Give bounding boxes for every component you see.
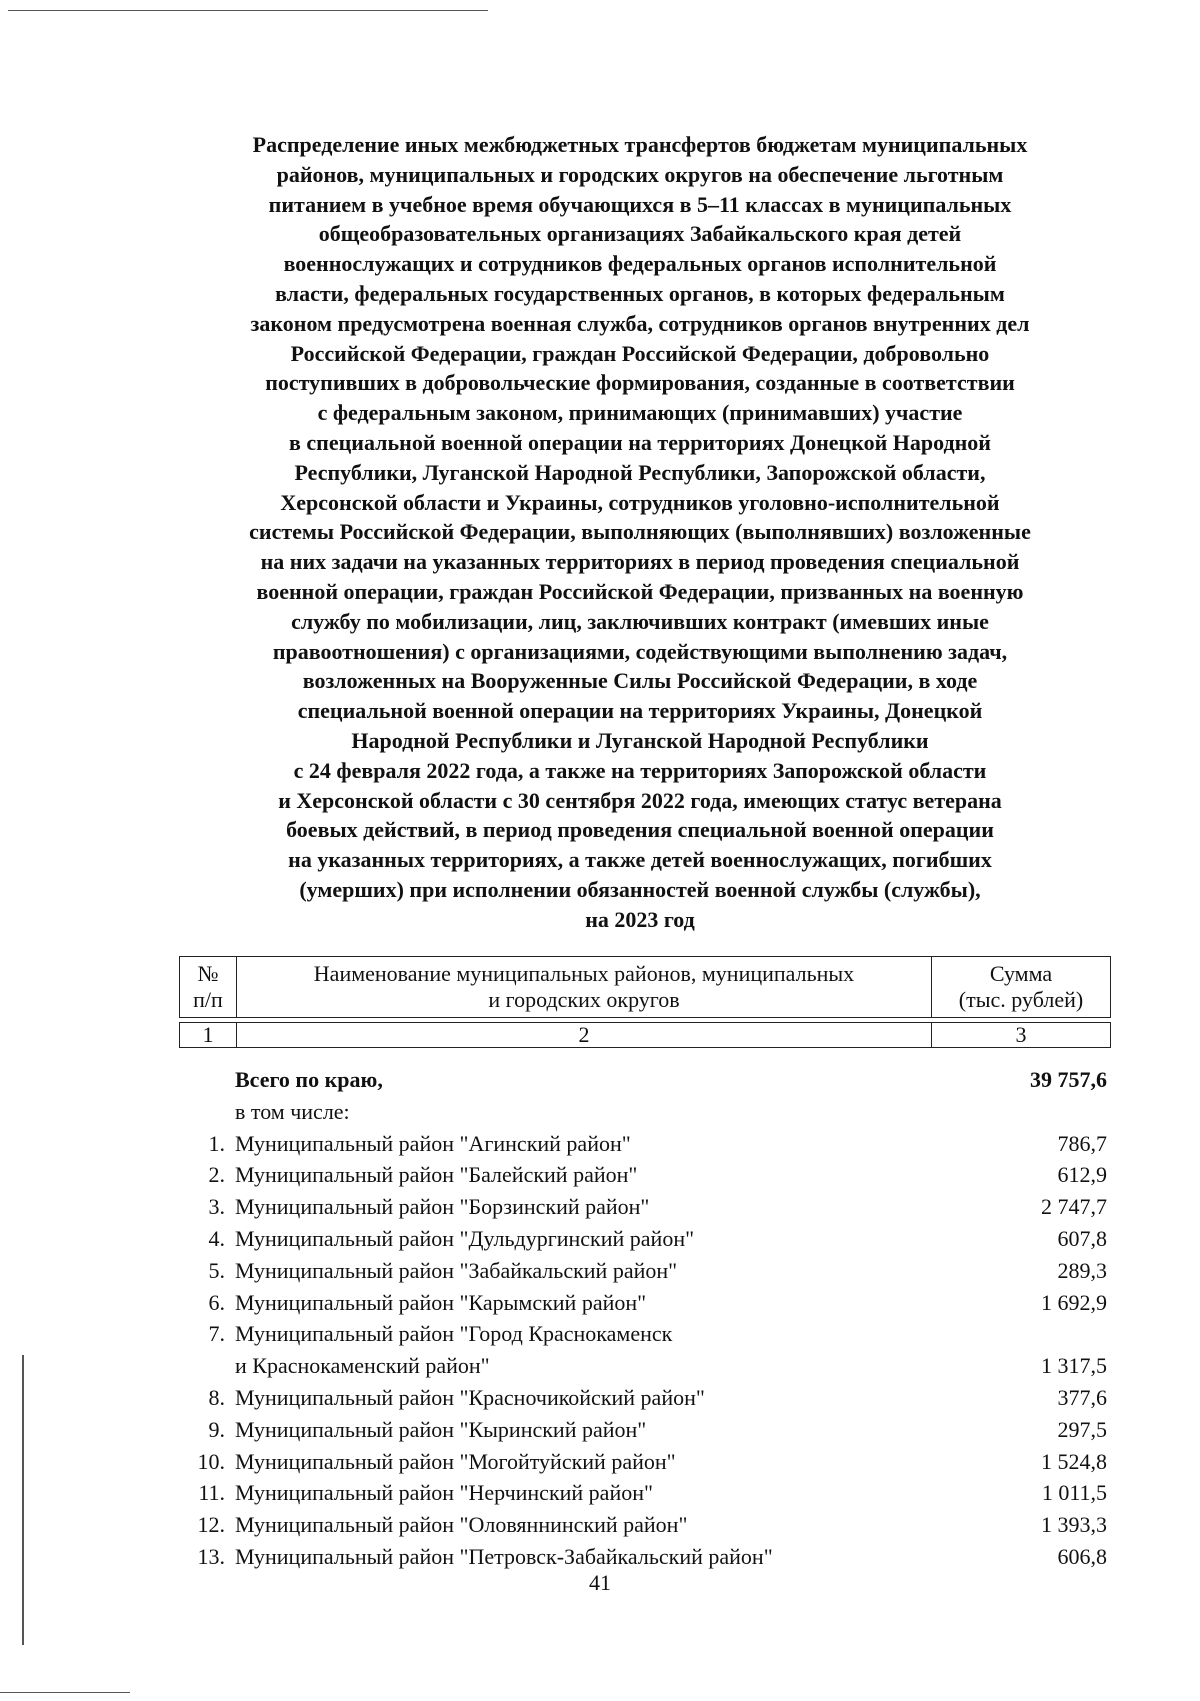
title-line: правоотношения) с организациями, содействующими выполнению задач, [272,638,1008,664]
row-number: 4. [208,1225,225,1251]
row-number: 12. [197,1512,225,1538]
title-line: специальной военной операции на территориях Украины, Донецкой [297,698,983,724]
table-row [179,1509,1111,1541]
row-value: 1 393,3 [1041,1512,1107,1538]
title-line: военной операции, граждан Российской Федерации, призванных на военную [256,578,1024,604]
title-line: Народной Республики и Луганской Народной Республики [351,727,929,753]
title-line: с 24 февраля 2022 года, а также на территориях Запорожской области [293,757,987,783]
row-name: Муниципальный район "Забайкальский район" [235,1257,678,1283]
title-line: боевых действий, в период проведения специальной военной операции [286,817,994,843]
table-row [179,1223,1111,1255]
table-row [179,1287,1111,1319]
page-number: 41 [589,1570,611,1595]
header-num-line1: № [197,961,219,986]
row-name: Муниципальный район "Кыринский район" [235,1416,647,1442]
table-row [179,1318,1111,1382]
row-name: Муниципальный район "Оловяннинский район" [235,1512,688,1538]
title-line: военнослужащих и сотрудников федеральных органов исполнительной [283,251,997,277]
subtotal-row [179,1096,1111,1128]
table-row [179,1255,1111,1287]
row-value: 607,8 [1057,1225,1107,1251]
header-sum-line1: Сумма [989,961,1053,986]
row-number: 7. [208,1321,225,1347]
row-name: Муниципальный район "Карымский район" [235,1289,647,1315]
table-header [179,956,1111,1048]
total-row [179,1064,1111,1096]
row-name [235,1318,931,1382]
total-value: 39 757,6 [1030,1067,1107,1092]
title-line: на указанных территориях, а также детей военнослужащих, погибших [288,847,992,873]
title-line: системы Российской Федерации, выполняющих (выполнявших) возложенные [249,519,1031,545]
title-line: (умерших) при исполнении обязанностей военной службы (службы), [299,876,981,902]
title-line: с федеральным законом, принимающих (принимавших) участие [317,400,963,426]
title-line: поступивших в добровольческие формирования, созданные в соответствии [265,370,1015,396]
title-line: на них задачи на указанных территориях в период проведения специальной [260,549,1020,575]
row-name: Муниципальный район "Петровск-Забайкальский район" [235,1543,773,1569]
table-body [179,1064,1111,1573]
table-row [179,1159,1111,1191]
row-name: Муниципальный район "Балейский район" [235,1162,638,1188]
title-line: Российской Федерации, граждан Российской Федерации, добровольно [290,340,990,366]
row-number: 3. [208,1194,225,1220]
title-line: законом предусмотрена военная служба, сотрудников органов внутренних дел [250,310,1030,336]
row-name: Муниципальный район "Красночикойский район" [235,1384,705,1410]
header-name-line1: Наименование муниципальных районов, муниципальных [313,961,855,986]
header-num-cell [180,957,237,1018]
title-line: на 2023 год [585,906,695,932]
row-name: Муниципальный район "Борзинский район" [235,1194,650,1220]
table-row [179,1414,1111,1446]
row-number: 5. [208,1257,225,1283]
row-value: 606,8 [1057,1543,1107,1569]
title-line: районов, муниципальных и городских округов на обеспечение льготным [276,161,1004,187]
title-line: питанием в учебное время обучающихся в 5–11 классах в муниципальных [268,191,1012,217]
title-line: общеобразовательных организациях Забайкальского края детей [318,221,962,247]
table-header-row [180,957,1111,1018]
column-number-2: 2 [237,1023,932,1048]
row-name: Муниципальный район "Могойтуйский район" [235,1448,676,1474]
row-number: 6. [208,1289,225,1315]
scan-artifact-top-line [8,10,488,11]
total-label: Всего по краю, [235,1067,383,1092]
title-line: Херсонской области и Украины, сотрудников уголовно-исполнительной [280,489,1000,515]
title-line: службу по мобилизации, лиц, заключивших контракт (имевших иные [291,608,989,634]
row-value: 1 317,5 [1041,1353,1107,1379]
row-name: Муниципальный район "Дульдургинский район" [235,1225,695,1251]
table-row [179,1382,1111,1414]
column-number-3: 3 [932,1023,1111,1048]
row-name-line1: Муниципальный район "Город Краснокаменск [235,1321,673,1347]
row-value: 377,6 [1057,1384,1107,1410]
header-name-line2: и городских округов [488,987,680,1012]
header-sum-cell [932,957,1111,1018]
row-number: 2. [208,1162,225,1188]
row-number: 1. [208,1130,225,1156]
row-value: 289,3 [1057,1257,1107,1283]
table-row [179,1477,1111,1509]
row-number: 11. [198,1480,225,1506]
row-value: 1 692,9 [1041,1289,1107,1315]
column-number-1: 1 [180,1023,237,1048]
title-line: Республики, Луганской Народной Республики, Запорожской области, [294,459,986,485]
title-line: в специальной военной операции на территориях Донецкой Народной [289,429,991,455]
row-number: 8. [208,1384,225,1410]
row-value: 1 524,8 [1041,1448,1107,1474]
row-value: 2 747,7 [1041,1194,1107,1220]
title-line: Распределение иных межбюджетных трансфертов бюджетам муниципальных [252,132,1028,157]
document-title [150,130,1130,935]
row-name-line2: и Краснокаменский район" [235,1353,490,1379]
table-row [179,1128,1111,1160]
row-number: 13. [197,1543,225,1569]
column-number-row [180,1023,1111,1048]
title-line: власти, федеральных государственных органов, в которых федеральным [275,280,1005,306]
title-line: возложенных на Вооруженные Силы Российской Федерации, в ходе [302,668,978,694]
table-row [179,1541,1111,1573]
row-name: Муниципальный район "Агинский район" [235,1130,631,1156]
row-value: 1 011,5 [1041,1480,1107,1506]
table-row [179,1446,1111,1478]
row-value: 612,9 [1057,1162,1107,1188]
row-name: Муниципальный район "Нерчинский район" [235,1480,653,1506]
row-number: 9. [208,1416,225,1442]
row-value: 786,7 [1057,1130,1107,1156]
row-number: 10. [197,1448,225,1474]
scan-artifact-bottom-line [0,1692,130,1693]
table-row [179,1191,1111,1223]
row-value: 297,5 [1057,1416,1107,1442]
header-sum-line2: (тыс. рублей) [958,987,1084,1012]
title-line: и Херсонской области с 30 сентября 2022 года, имеющих статус ветерана [278,787,1002,813]
subtotal-label: в том числе: [235,1098,350,1124]
header-name-cell [237,957,932,1018]
header-num-line2: п/п [193,987,223,1012]
scan-artifact-left-line [22,1355,24,1645]
